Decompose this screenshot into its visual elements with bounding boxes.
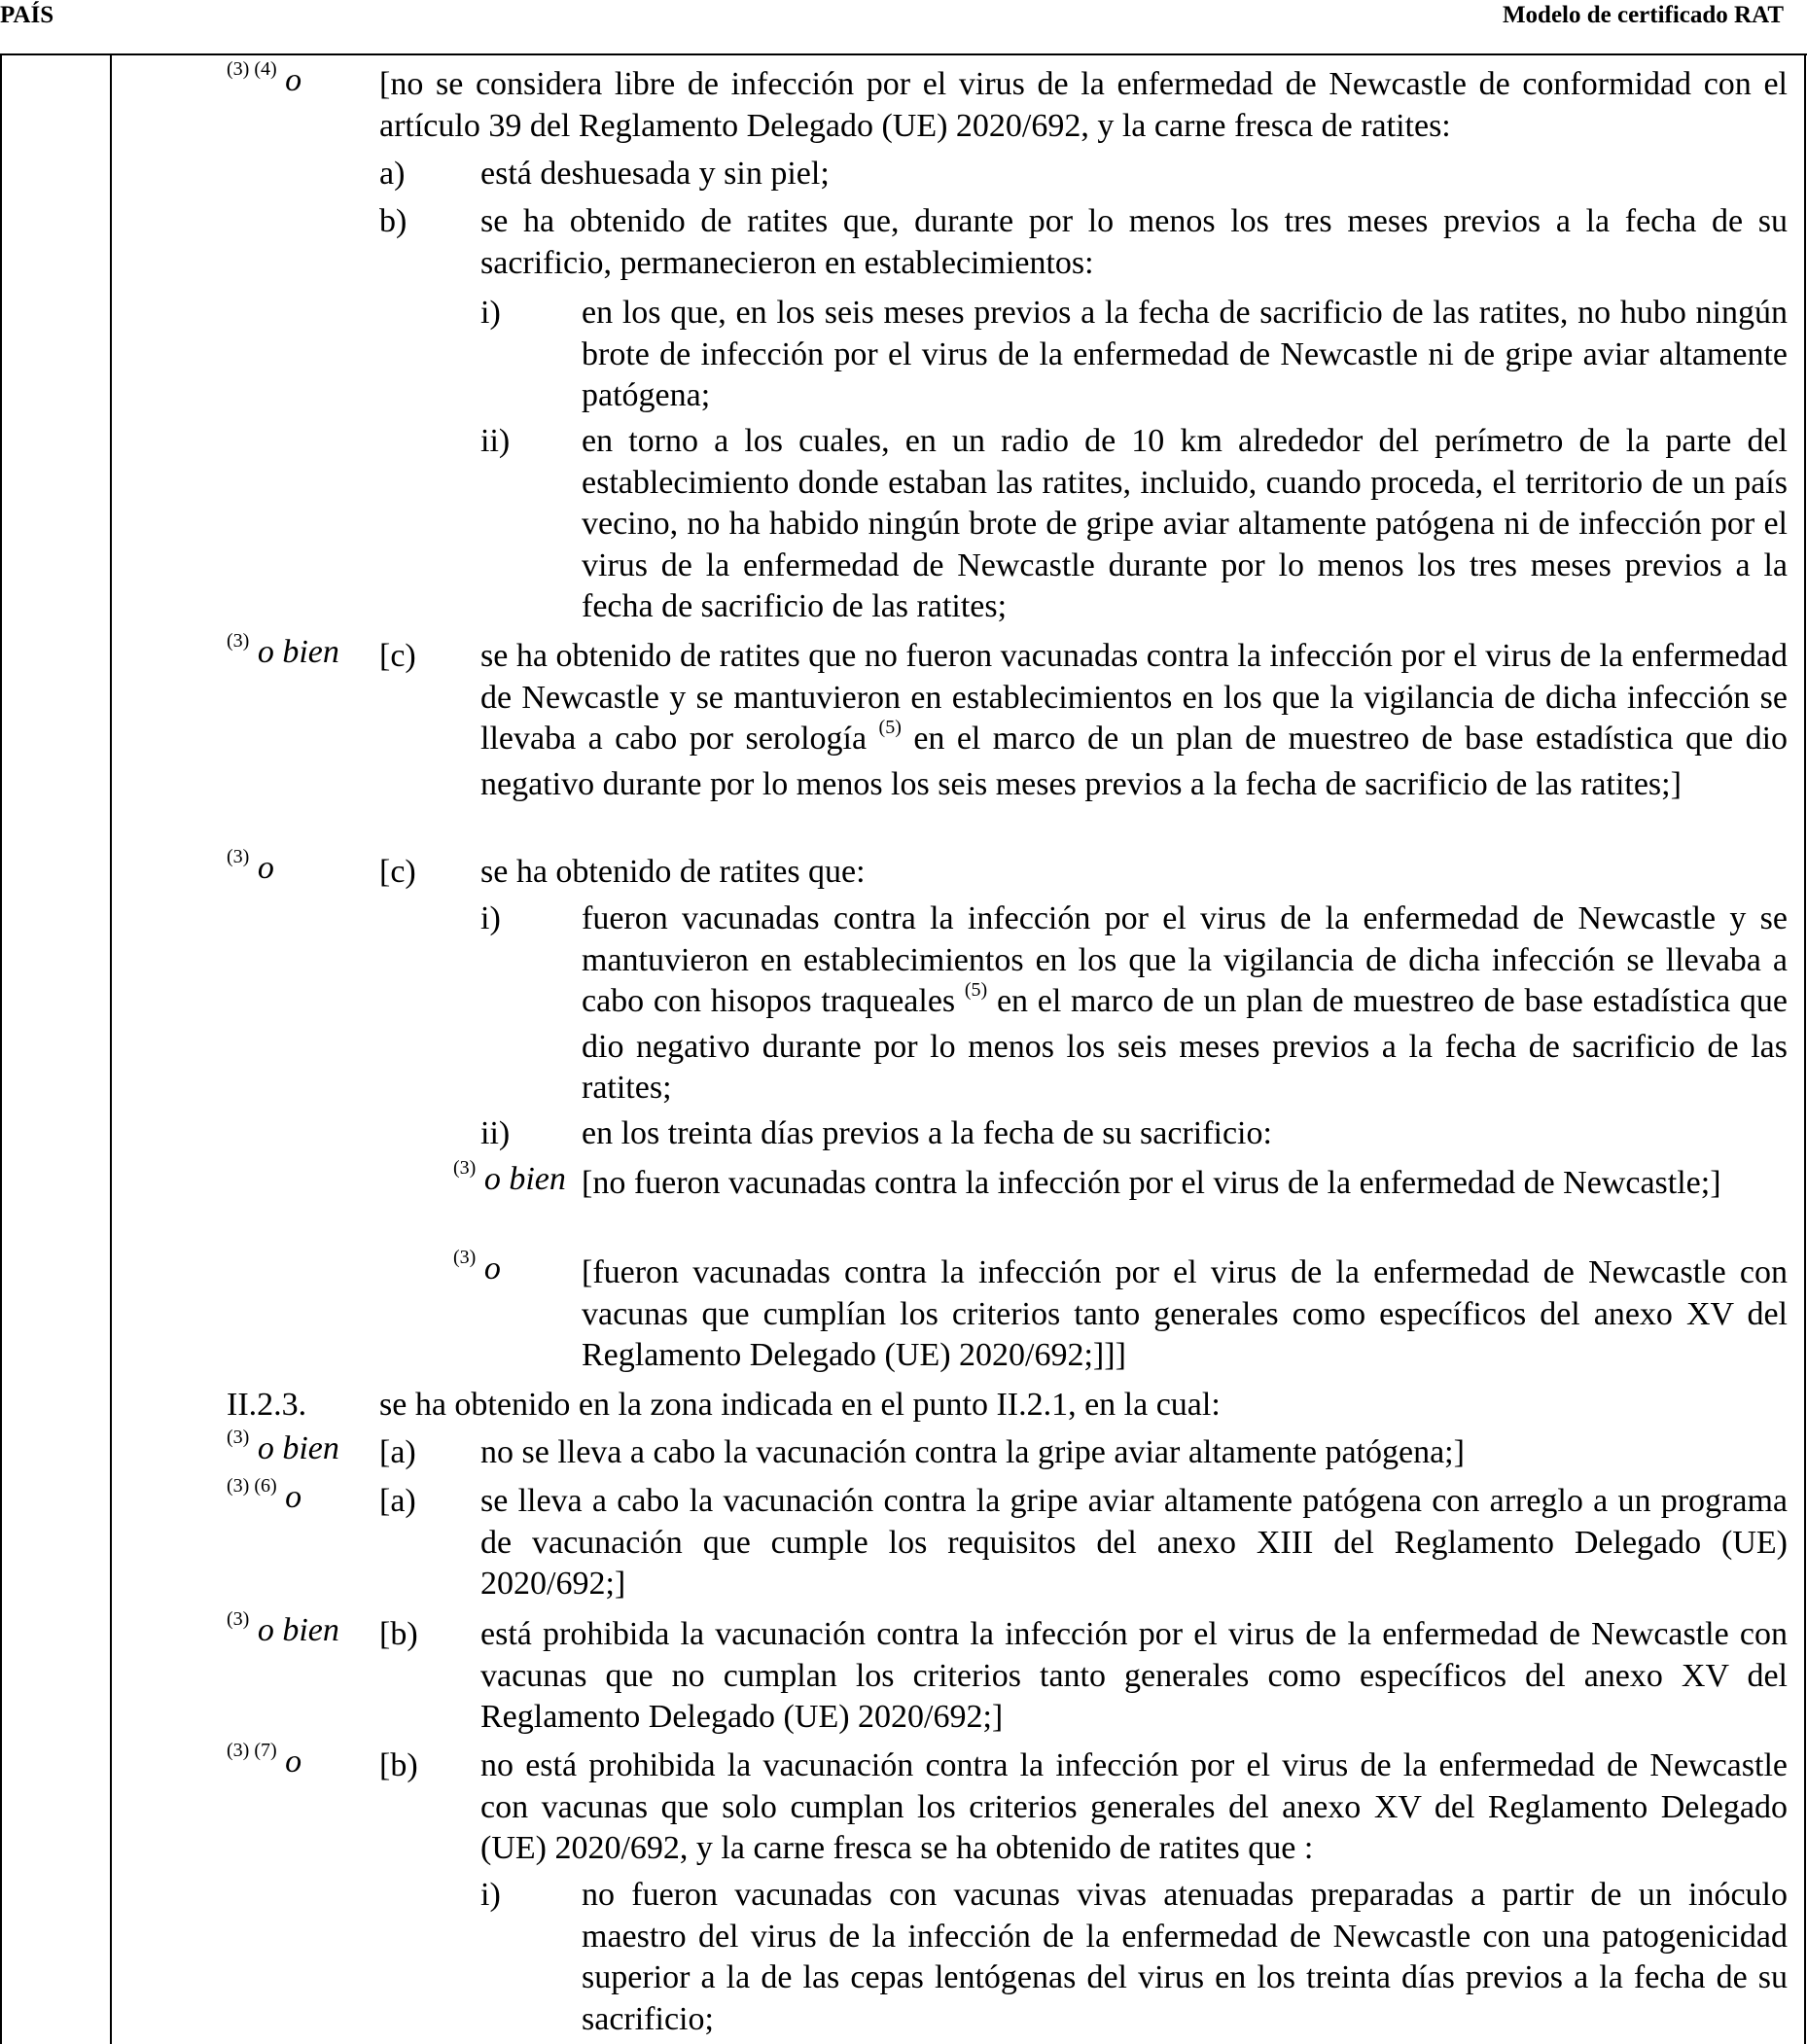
paragraph: [no se considera libre de infección por el virus de la enfermedad de Newcastle de conformidad con el artículo 39 del Reglamento Delegado (UE) 2020/692, y la carne fresca de ratites: (379, 66, 1788, 144)
option-label (227, 1428, 339, 1474)
option-label (453, 1159, 566, 1205)
option-word: o bien (257, 1430, 339, 1466)
paragraph: no está prohibida la vacunación contra la infección por el virus de la enfermedad de Newcastle con vacunas que solo cumplan los criterios generales del anexo XV del Reglamento Delegado (UE) 2020/692, y la carne fresca se ha obtenido de ratites que : (480, 1747, 1788, 1866)
item-marker: b) (379, 203, 407, 239)
paragraph: en torno a los cuales, en un radio de 10 km alrededor del perímetro de la parte del establecimiento donde estaban las ratites, incluido, cuando proceda, el territorio de un país vecino, no ha habido ningún brote de gripe aviar altamente patógena ni de infección por el virus de la enfermedad de Newcastle durante por lo menos los tres meses previos a la fecha de sacrificio de las ratites; (582, 423, 1788, 624)
option-label (227, 60, 301, 106)
footnote-ref: (3) (453, 1157, 477, 1179)
table-border-left (0, 54, 2, 2044)
item-marker: i) (480, 1877, 501, 1913)
option-label (227, 1477, 301, 1523)
option-word: o bien (257, 634, 339, 670)
option-word: o (257, 850, 274, 886)
footnote-ref: (5) (964, 979, 988, 1001)
item-marker: [c) (379, 638, 416, 674)
footnote-ref: (3) (227, 630, 250, 652)
paragraph: fueron vacunadas contra la infección por el virus de la enfermedad de Newcastle y se mantuvieron en establecimientos en los que la vigilancia de dicha infección se llevaba a cabo con hisopos traqueales $^{(5)}$ en el marco de un plan de muestreo de base estadística que dio negativo durante por lo menos los seis meses previos a la fecha de sacrificio de las ratites; (582, 900, 1789, 1106)
table-border-right (1804, 54, 1806, 2044)
item-marker: [b) (379, 1747, 418, 1783)
item-marker: ii) (480, 1115, 511, 1151)
paragraph: [no fueron vacunadas contra la infección por el virus de la enfermedad de Newcastle;] (582, 1165, 1721, 1201)
footnote-ref: (5) (878, 717, 902, 738)
option-label (227, 1610, 339, 1656)
paragraph: se ha obtenido de ratites que: (480, 854, 866, 890)
option-word: o (483, 1251, 501, 1286)
paragraph: en los que, en los seis meses previos a la fecha de sacrificio de las ratites, no hubo ningún brote de infección por el virus de la enfermedad de Newcastle ni de gripe aviar altamente patógena; (582, 295, 1788, 413)
option-label (453, 1249, 501, 1294)
footnote-ref: (3) (4) (227, 58, 277, 80)
option-word: o bien (257, 1612, 339, 1648)
paragraph: está deshuesada y sin piel; (480, 156, 830, 192)
option-word: o (285, 1479, 302, 1515)
paragraph: se ha obtenido en la zona indicada en el punto II.2.1, en la cual: (379, 1387, 1221, 1423)
header-left: PAÍS (0, 2, 54, 28)
option-word: o (285, 62, 302, 98)
option-label (227, 848, 274, 894)
option-word: o (285, 1744, 302, 1780)
paragraph: está prohibida la vacunación contra la infección por el virus de la enfermedad de Newcastle con vacunas que no cumplan los criterios tanto generales como específicos del anexo XV del Reglamento Delegado (UE) 2020/692;] (480, 1616, 1788, 1735)
footnote-ref: (3) (227, 846, 250, 867)
footnote-ref: (3) (453, 1247, 477, 1268)
footnote-ref: (3) (6) (227, 1475, 277, 1497)
footnote-ref: (3) (7) (227, 1740, 277, 1761)
option-word: o bien (483, 1161, 566, 1197)
table-border-inner (110, 54, 112, 2044)
item-marker: [a) (379, 1483, 416, 1519)
item-marker: i) (480, 900, 501, 936)
item-marker: [c) (379, 854, 416, 890)
footnote-ref: (3) (227, 1608, 250, 1630)
item-marker: i) (480, 295, 501, 331)
footnote-ref: (3) (227, 1427, 250, 1448)
paragraph: se lleva a cabo la vacunación contra la gripe aviar altamente patógena con arreglo a un programa de vacunación que cumple los requisitos del anexo XIII del Reglamento Delegado (UE) 2020/692;] (480, 1483, 1788, 1602)
header-right: Modelo de certificado RAT (1502, 2, 1784, 28)
item-marker: [a) (379, 1434, 416, 1470)
option-label (227, 632, 339, 678)
paragraph: no se lleva a cabo la vacunación contra la gripe aviar altamente patógena;] (480, 1434, 1465, 1470)
paragraph: se ha obtenido de ratites que no fueron vacunadas contra la infección por el virus de la enfermedad de Newcastle y se mantuvieron en establecimientos en los que la vigilancia de dicha infección se llevaba a cabo por serología $^{(5)}$ en el marco de un plan de muestreo de base estadística que dio negativo durante por lo menos los seis meses previos a la fecha de sacrificio de las ratites;] (480, 638, 1789, 802)
paragraph: se ha obtenido de ratites que, durante por lo menos los tres meses previos a la fecha de su sacrificio, permanecieron en establecimientos: (480, 203, 1788, 281)
item-marker: [b) (379, 1616, 418, 1652)
option-label (227, 1742, 301, 1787)
item-marker: ii) (480, 423, 511, 459)
item-marker: a) (379, 156, 406, 192)
paragraph: en los treinta días previos a la fecha de su sacrificio: (582, 1115, 1272, 1151)
paragraph: [fueron vacunadas contra la infección por el virus de la enfermedad de Newcastle con vacunas que cumplían los criterios tanto generales como específicos del anexo XV del Reglamento Delegado (UE) 2020/692;]]] (582, 1254, 1788, 1373)
paragraph: no fueron vacunadas con vacunas vivas atenuadas preparadas a partir de un inóculo maestro del virus de la infección de la enfermedad de Newcastle con una patogenicidad superior a la de las cepas lentógenas del virus en los treinta días previos a la fecha de su sacrificio; (582, 1877, 1788, 2037)
section-number: II.2.3. (227, 1387, 307, 1423)
